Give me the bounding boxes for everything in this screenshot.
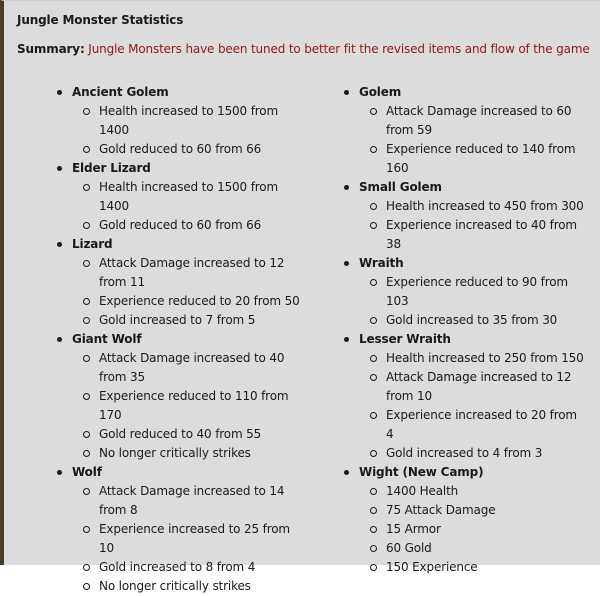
monster-item	[54, 330, 304, 463]
change-item: Experience reduced to 90 from 103	[359, 273, 586, 311]
change-item: 1400 Health	[359, 482, 586, 501]
page-title: Jungle Monster Statistics	[17, 13, 184, 27]
monster-name: Wraith	[359, 256, 404, 270]
change-item: Health increased to 250 from 150	[359, 349, 586, 368]
change-list	[72, 349, 304, 463]
change-item: Attack Damage increased to 40 from 35	[72, 349, 304, 387]
monster-name: Ancient Golem	[72, 85, 169, 99]
right-monster-column	[341, 83, 586, 577]
summary-label: Summary:	[17, 42, 85, 56]
monster-item	[54, 235, 304, 330]
monster-name: Small Golem	[359, 180, 442, 194]
monster-name: Lizard	[72, 237, 113, 251]
change-list	[359, 197, 586, 254]
change-list	[359, 482, 586, 577]
monster-item	[54, 83, 304, 159]
monster-item	[54, 159, 304, 235]
change-item: Attack Damage increased to 60 from 59	[359, 102, 586, 140]
change-list	[72, 102, 304, 159]
change-item: 60 Gold	[359, 539, 586, 558]
change-list	[359, 273, 586, 330]
change-item: Gold reduced to 60 from 66	[72, 140, 304, 159]
change-item: No longer critically strikes	[72, 444, 304, 463]
change-list	[72, 254, 304, 330]
change-item: Experience increased to 20 from 4	[359, 406, 586, 444]
change-item: Experience reduced to 110 from 170	[72, 387, 304, 425]
monster-item	[341, 463, 586, 577]
summary-text: Jungle Monsters have been tuned to better fit the revised items and flow of the game	[84, 42, 590, 56]
monster-item	[341, 330, 586, 463]
change-item: Attack Damage increased to 14 from 8	[72, 482, 304, 520]
monster-item	[341, 83, 586, 178]
change-item: Gold reduced to 60 from 66	[72, 216, 304, 235]
change-item: Experience reduced to 140 from 160	[359, 140, 586, 178]
change-item: 15 Armor	[359, 520, 586, 539]
change-item: Gold reduced to 40 from 55	[72, 425, 304, 444]
change-list	[72, 178, 304, 235]
change-item: Health increased to 1500 from 1400	[72, 178, 304, 216]
change-item: No longer critically strikes	[72, 577, 304, 596]
change-item: Attack Damage increased to 12 from 10	[359, 368, 586, 406]
change-item: 75 Attack Damage	[359, 501, 586, 520]
monster-item	[341, 254, 586, 330]
monster-name: Wolf	[72, 465, 102, 479]
change-item: Experience increased to 40 from 38	[359, 216, 586, 254]
document-content	[17, 11, 597, 593]
change-item: 150 Experience	[359, 558, 586, 577]
change-list	[72, 482, 304, 596]
change-list	[359, 349, 586, 463]
change-item: Attack Damage increased to 12 from 11	[72, 254, 304, 292]
monster-item	[341, 178, 586, 254]
monster-name: Wight (New Camp)	[359, 465, 484, 479]
change-list	[359, 102, 586, 178]
change-item: Gold increased to 35 from 30	[359, 311, 586, 330]
change-item: Health increased to 1500 from 1400	[72, 102, 304, 140]
left-monster-column	[54, 83, 304, 596]
monster-name: Lesser Wraith	[359, 332, 451, 346]
change-item: Experience reduced to 20 from 50	[72, 292, 304, 311]
monster-name: Golem	[359, 85, 402, 99]
monster-name: Elder Lizard	[72, 161, 151, 175]
summary	[17, 40, 597, 59]
monster-item	[54, 463, 304, 596]
monster-name: Giant Wolf	[72, 332, 142, 346]
change-item: Health increased to 450 from 300	[359, 197, 586, 216]
change-item: Gold increased to 8 from 4	[72, 558, 304, 577]
change-item: Gold increased to 4 from 3	[359, 444, 586, 463]
change-item: Experience increased to 25 from 10	[72, 520, 304, 558]
change-item: Gold increased to 7 from 5	[72, 311, 304, 330]
